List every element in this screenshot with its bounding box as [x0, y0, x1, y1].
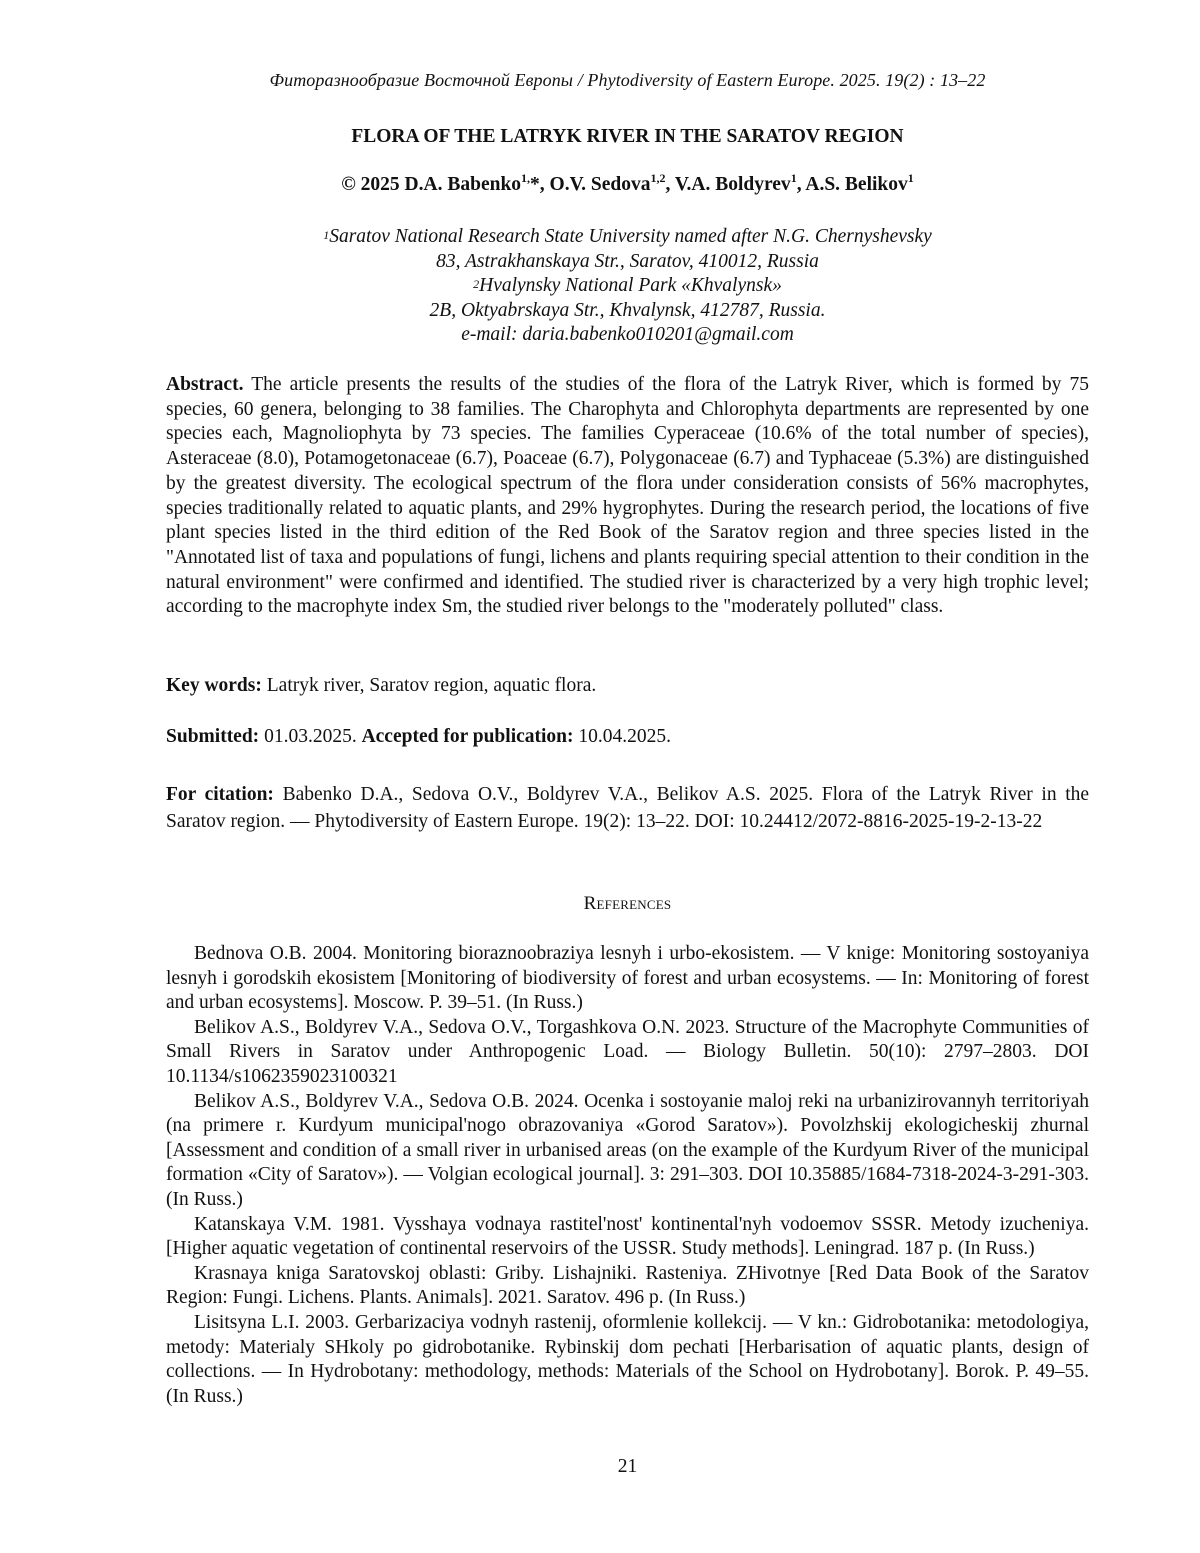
author-affil-sup: 1: [907, 171, 914, 185]
author-1: [404, 171, 550, 195]
citation: [166, 781, 1089, 835]
reference-item: Lisitsyna L.I. 2003. Gerbarizaciya vodnyh rastenij, oformlenie kollekcij. — V kn.: Gidrobotanika: metodologiya, metody: Materialy SHkoly po gidrobotanike. Rybinskij dom pechati [Herbarisation of aquatic plants, design of collections. — In Hydrobotany: methodology, methods: Materials of the School on Hydrobotany]. Borok. P. 49–55. (In Russ.): [166, 1311, 1089, 1407]
reference-item: Belikov A.S., Boldyrev V.A., Sedova O.B. 2024. Ocenka i sostoyanie maloj reki na urbanizirovannyh territoriyah (na primere r. Kurdyum municipal'nogo obrazovaniya «Gorod Saratov»). Povolzhskij ekologicheskij zhurnal [Assessment and condition of a small river in urbanised areas (on the example of the Kurdyum River of the municipal formation «City of Saratov»). — Volgian ecological journal]. 3: 291–303. DOI 10.35885/1684-7318-2024-3-291-303. (In Russ.): [166, 1090, 1089, 1210]
citation-label: For citation:: [166, 784, 274, 805]
reference-item: Katanskaya V.M. 1981. Vysshaya vodnaya rastitel'nost' kontinental'nyh vodoemov SSSR. Metody izucheniya. [Higher aquatic vegetation of continental reservoirs of the USSR. Study methods]. Leningrad. 187 p. (In Russ.): [166, 1213, 1089, 1260]
affil-sup: 2: [473, 277, 480, 292]
author-4: [805, 171, 914, 195]
author-affil-sup: 1,: [521, 171, 531, 185]
author-separator: ,: [539, 174, 550, 195]
article-title: FLORA OF THE LATRYK RIVER IN THE SARATOV REGION: [351, 126, 904, 147]
references-heading: References: [583, 893, 672, 914]
author-name: A.S. Belikov: [805, 174, 908, 195]
keywords-text: Latryk river, Saratov region, aquatic flora.: [266, 675, 597, 696]
running-head: Фиторазнообразие Восточной Европы / Phytodiversity of Eastern Europe. 2025. 19(2) : 13–22: [269, 70, 986, 90]
author-line: [166, 171, 1089, 196]
author-separator: ,: [665, 174, 675, 195]
accepted-date: 10.04.2025.: [578, 726, 672, 747]
author-name: V.A. Boldyrev: [674, 174, 791, 195]
affil-sup: 1: [323, 228, 330, 242]
affil-text: Saratov National Research State University named after N.G. Chernyshevsky: [329, 226, 932, 247]
author-2: [549, 171, 675, 195]
reference-item: Bednova O.B. 2004. Monitoring bioraznoobraziya lesnyh i urbo-ekosistem. — V knige: Monitoring sostoyaniya lesnyh i gorodskih ekosistem [Monitoring of biodiversity of forest and urban ecosystems. — In: Monitoring of forest and urban ecosystems]. Moscow. P. 39–51. (In Russ.): [166, 943, 1089, 1014]
references-list: [166, 942, 1089, 1409]
keywords-label: Key words:: [166, 675, 262, 696]
publication-dates: [166, 725, 1089, 750]
submitted-label: Submitted:: [166, 726, 260, 747]
author-separator: ,: [796, 174, 806, 195]
submitted-date: 01.03.2025.: [264, 726, 357, 747]
keywords: [166, 674, 1089, 699]
author-affil-sup: 1,2: [650, 171, 666, 185]
author-3: [674, 171, 806, 195]
page-number: 21: [617, 1456, 638, 1477]
reference-item: Belikov A.S., Boldyrev V.A., Sedova O.V., Torgashkova O.N. 2023. Structure of the Macrophyte Communities of Small Rivers in Saratov under Anthropogenic Load. — Biology Bulletin. 50(10): 2797–2803. DOI 10.1134/s1062359023100321: [166, 1016, 1089, 1087]
abstract-text: The article presents the results of the studies of the flora of the Latryk River, which is formed by 75 species, 60 genera, belonging to 38 families. The Charophyta and Chlorophyta departments are represented by one species each, Magnoliophyta by 73 species. The families Cyperaceae (10.6% of the total number of species), Asteraceae (8.0), Potamogetonaceae (6.7), Poaceae (6.7), Polygonaceae (6.7) and Typhaceae (5.3%) are distinguished by the greatest diversity. The ecological spectrum of the flora under consideration consists of 56% macrophytes, species traditionally related to aquatic plants, and 29% hygrophytes. During the research period, the locations of five plant species listed in the third edition of the Red Book of the Saratov region and three species listed in the "Annotated list of taxa and populations of fungi, lichens and plants requiring special attention to their condition in the natural environment" were confirmed and identified. The studied river is characterized by a very high trophic level; according to the macrophyte index Sm, the studied river belongs to the "moderately polluted" class.: [166, 374, 1089, 618]
contact-email: e-mail: daria.babenko010201@gmail.com: [461, 324, 794, 346]
affiliation-2-name: [166, 274, 1089, 299]
accepted-label: Accepted for publication:: [361, 726, 574, 747]
reference-item: Krasnaya kniga Saratovskoj oblasti: Griby. Lishajniki. Rasteniya. ZHivotnye [Red Data Book of the Saratov Region: Fungi. Lichens. Plants. Animals]. 2021. Saratov. 496 p. (In Russ.): [166, 1262, 1089, 1309]
abstract: [166, 373, 1089, 620]
author-affil-sup: 1: [790, 171, 797, 185]
affiliations: [166, 225, 1089, 348]
author-name: D.A. Babenko: [404, 174, 522, 195]
affiliation-1-address: 83, Astrakhanskaya Str., Saratov, 410012, Russia: [436, 250, 819, 272]
affil-text: Hvalynsky National Park «Khvalynsk»: [479, 275, 782, 297]
citation-text: Babenko D.A., Sedova O.V., Boldyrev V.A., Belikov A.S. 2025. Flora of the Latryk River in the Saratov region. — Phytodiversity of Eastern Europe. 19(2): 13–22. DOI: 10.24412/2072-8816-2025-19-2-13-22: [166, 784, 1090, 832]
corresponding-mark: *: [530, 174, 540, 195]
author-name: O.V. Sedova: [549, 174, 651, 195]
affiliation-1-name: [166, 225, 1089, 250]
copyright-notice: © 2025: [341, 174, 400, 195]
affiliation-2-address: 2B, Oktyabrskaya Str., Khvalynsk, 412787, Russia.: [429, 299, 826, 321]
abstract-label: Abstract.: [166, 374, 244, 395]
